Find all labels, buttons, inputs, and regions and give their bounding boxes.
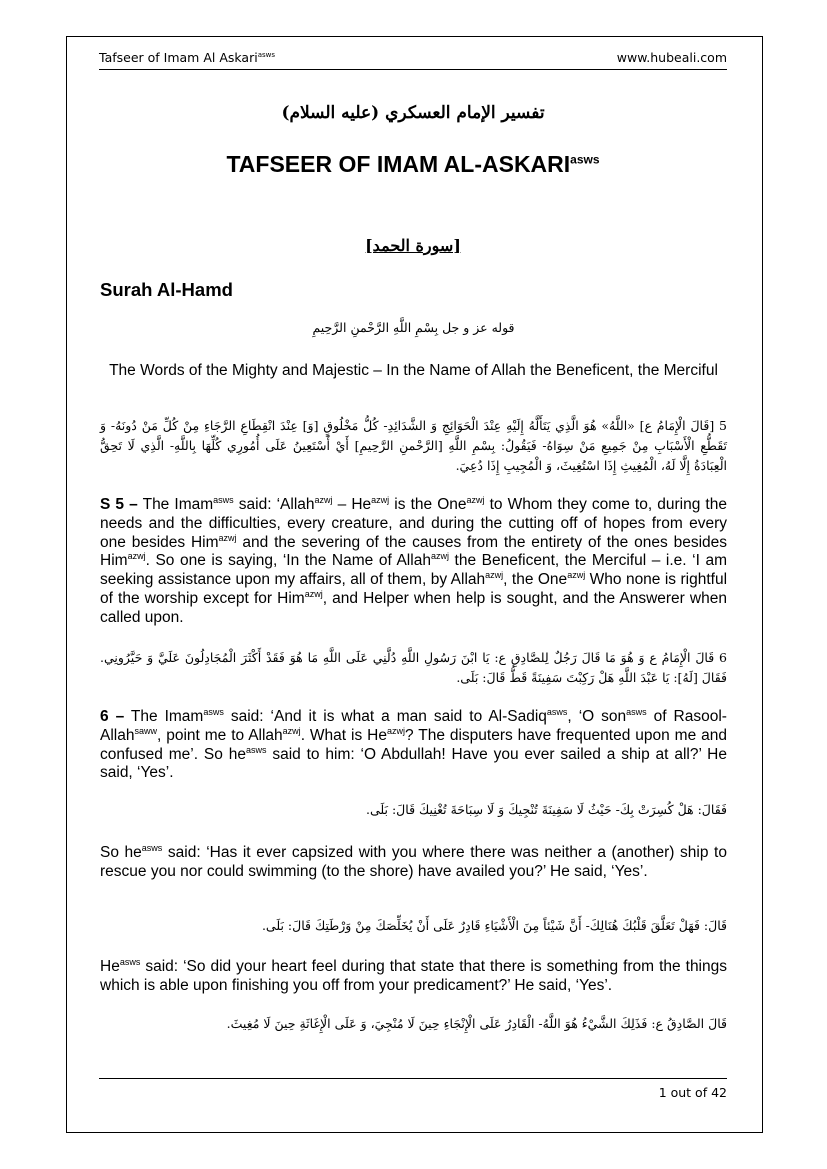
page-number: 1 out of 42 bbox=[658, 1085, 727, 1100]
running-header-url[interactable]: www.hubeali.com bbox=[616, 50, 727, 65]
surah-english-heading: Surah Al-Hamd bbox=[100, 279, 233, 300]
running-header-title: Tafseer of Imam Al Askari$^{asws}$ bbox=[99, 50, 275, 65]
p4-arabic: قَالَ: فَهَلْ تَعَلَّقَ قَلْبُكَ هُنَالِكَ- أَنَّ شَيْئاً مِنَ الْأَشْيَاءِ قَادِرٌ عَلَى أَنْ يُخَلِّصَكَ مِنْ وَرْطَتِكَ قَالَ: بَلَى. bbox=[261, 918, 727, 933]
p3-english: So $he^{asws}$ said: ‘Has it ever capsized with you where there was neither a (another) ship to rescue you nor could swimming (to the shore) have availed you?’ He said, ‘Yes’. bbox=[100, 842, 727, 880]
verse-heading-arabic: قوله عز و جل بِسْمِ اللَّهِ الرَّحْمنِ الرَّحِيمِ bbox=[312, 320, 515, 335]
s6-arabic: 6 قَالَ الْإِمَامُ ع وَ هُوَ مَا قَالَ رَجُلٌ لِلصَّادِقِ ع: يَا ابْنَ رَسُولِ اللَّهِ دُلَّنِي عَلَى اللَّهِ مَا هُوَ فَقَدْ أَكْثَرَ الْمُجَادِلُونَ عَلَيَّ وَ حَيَّرُونِي. فَقَالَ [لَهُ]: يَا عَبْدَ اللَّهِ هَلْ رَكِبْتَ سَفِينَةً قَطُّ قَالَ: بَلَى. bbox=[100, 650, 727, 685]
s5-arabic: 5 [قَالَ الْإِمَامُ ع] «اللَّهُ» هُوَ الَّذِي يَتَأَلَّهُ إِلَيْهِ عِنْدَ الْحَوَائِجِ وَ الشَّدَائِدِ- كُلُّ مَخْلُوقٍ [وَ] عِنْدَ انْقِطَاعِ الرَّجَاءِ مِنْ كُلِّ مَنْ دُونَهُ- وَ تَقَطُّعِ الْأَسْبَابِ مِنْ جَمِيعِ مَنْ سِوَاهُ- فَيَقُولُ: بِسْمِ اللَّهِ [الرَّحْمنِ الرَّحِيمِ] أَيْ أَسْتَعِينُ عَلَى أُمُورِي كُلِّهَا بِاللَّهِ- الَّذِي لَا تَحِقُّ الْعِبَادَةُ إِلَّا لَهُ، الْمُغِيثِ إِذَا اسْتُغِيثَ، وَ الْمُجِيبِ إِذَا دُعِيَ. bbox=[100, 418, 727, 473]
p5-arabic: قَالَ الصَّادِقُ ع: فَذَلِكَ الشَّيْءُ هُوَ اللَّهُ- الْقَادِرُ عَلَى الْإِنْجَاءِ حِينَ لَا مُنْجِيَ، وَ عَلَى الْإِغَاثَةِ حِينَ لَا مُغِيثَ. bbox=[226, 1016, 727, 1031]
s6-english: 6 – The Imam$^{asws}$ said: ‘And it is what a man said to Al-Sadiq$^{asws}$, ‘O son$^{asws}$ of Rasool-Allah$^{saww}$, point me to Allah$^{azwj}$. What is $He^{azwj}$? The disputers have frequented upon me and confused me’. So $he^{asws}$ said to him: ‘O Abdullah! Have you ever sailed a ship at all?’ He said, ‘Yes’. bbox=[100, 706, 727, 782]
english-title: TAFSEER OF IMAM $AL-ASKARI^{asws}$ bbox=[226, 151, 600, 177]
verse-heading-english: The Words of the Mighty and Majestic – In the Name of Allah the Beneficent, the Merciful bbox=[109, 362, 718, 379]
p4-english: $He^{asws}$ said: ‘So did your heart feel during that state that there is something from the things which is able upon finishing you off from your predicament?’ He said, ‘Yes’. bbox=[100, 956, 727, 994]
surah-arabic-heading: [سورة الحمد] bbox=[365, 236, 461, 255]
s5-english: S 5 – The Imam$^{asws}$ said: ‘Allah$^{azwj}$ – $He^{azwj}$ is the One$^{azwj}$ to Whom they come to, during the needs and the difficulties, every creature, and during the cutting off of hopes from every one besides Him$^{azwj}$ and the severing of the causes from the entirety of the ones besides Him$^{azwj}$. So one is saying, ‘In the Name of Allah$^{azwj}$ the Beneficent, the Merciful – i.e. ‘I am seeking assistance upon my affairs, all of them, by Allah$^{azwj}$, the One$^{azwj}$ Who none is rightful of the worship except for Him$^{azwj}$, and Helper when help is sought, and the Answerer when called upon. bbox=[100, 494, 728, 626]
arabic-title: تفسير الإمام العسكري (عليه السلام) bbox=[281, 103, 545, 123]
header-divider bbox=[99, 69, 727, 70]
footer-divider bbox=[99, 1078, 727, 1079]
p3-arabic: فَقَالَ: هَلْ كُسِرَتْ بِكَ- حَيْثُ لَا سَفِينَةَ تُنْجِيكَ وَ لَا سِبَاحَةَ تُغْنِيكَ قَالَ: بَلَى. bbox=[365, 802, 727, 817]
